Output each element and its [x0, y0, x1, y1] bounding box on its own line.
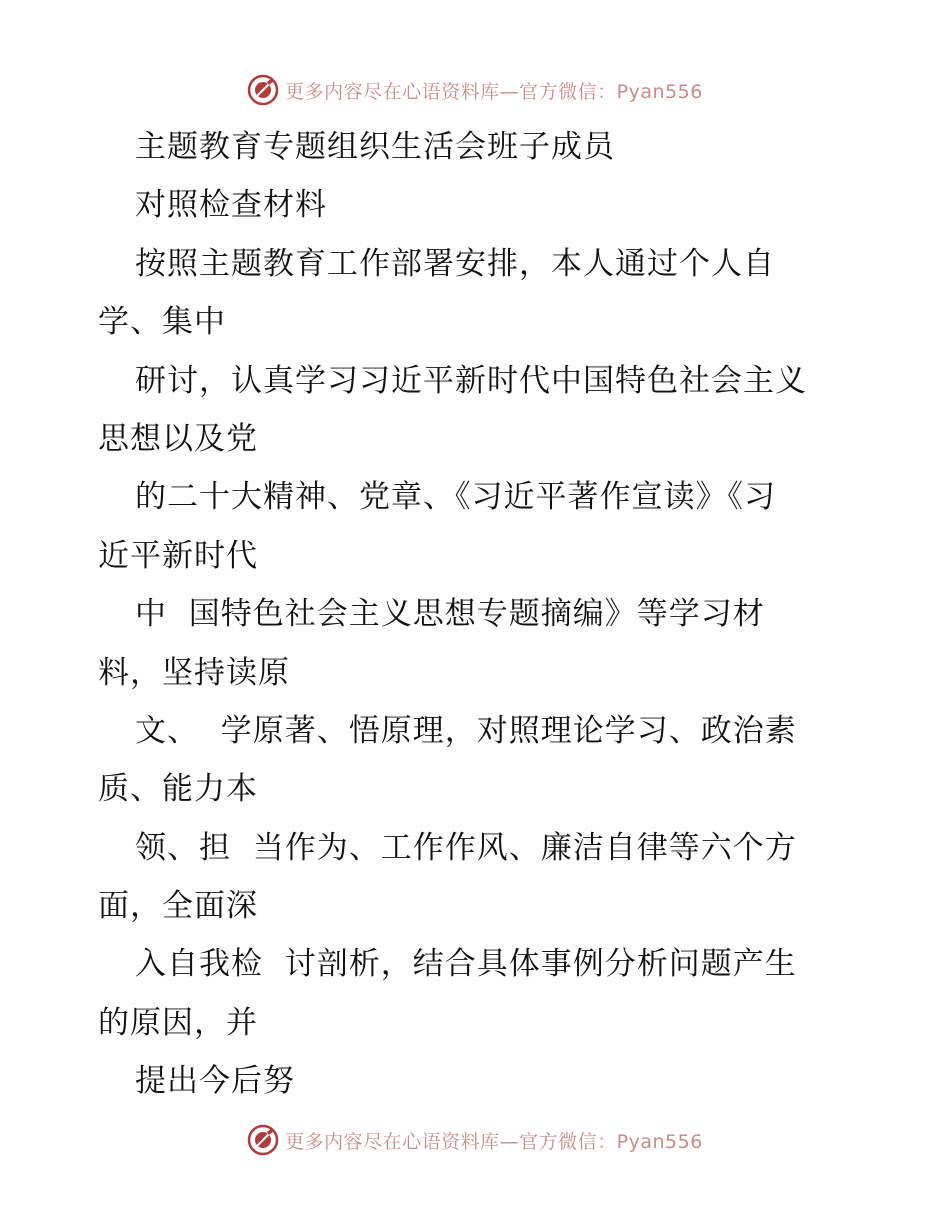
- text-line: 提出今后努: [135, 1063, 295, 1100]
- text-line: 领、担 当作为、工作作风、廉洁自律等六个方: [135, 829, 797, 866]
- text-line: 质、能力本: [98, 771, 258, 808]
- watermark-text: 更多内容尽在心语资料库—官方微信：Pyan556: [285, 1130, 703, 1153]
- text-line: 主题教育专题组织生活会班子成员: [135, 129, 615, 165]
- text-line: 料，坚持读原: [98, 654, 290, 691]
- text-line: 对照检查材料: [135, 187, 327, 224]
- text-line: 思想以及党: [98, 420, 258, 457]
- text-line: 的二十大精神、党章、《习近平著作宣读》《习: [135, 479, 776, 516]
- header-watermark: [0, 70, 950, 110]
- text-line: 面，全面深: [98, 888, 258, 925]
- text-line: 学、集中: [98, 304, 226, 341]
- text-line: 近平新时代: [98, 537, 258, 574]
- watermark-text: 更多内容尽在心语资料库—官方微信：Pyan556: [285, 80, 703, 103]
- document-body: [98, 118, 858, 1111]
- text-line: 中 国特色社会主义思想专题摘编》等学习材: [135, 596, 765, 633]
- footer-watermark: [0, 1120, 950, 1160]
- text-line: 文、 学原著、悟原理，对照理论学习、政治素: [135, 712, 797, 749]
- text-line: 入自我检 讨剖析，结合具体事例分析问题产生: [135, 946, 797, 983]
- seal-logo-icon: [247, 1124, 279, 1156]
- seal-logo-icon: [247, 74, 279, 106]
- text-line: 研讨，认真学习习近平新时代中国特色社会主义: [135, 362, 807, 399]
- text-line: 按照主题教育工作部署安排，本人通过个人自: [135, 245, 775, 282]
- text-line: 的原因，并: [98, 1004, 258, 1041]
